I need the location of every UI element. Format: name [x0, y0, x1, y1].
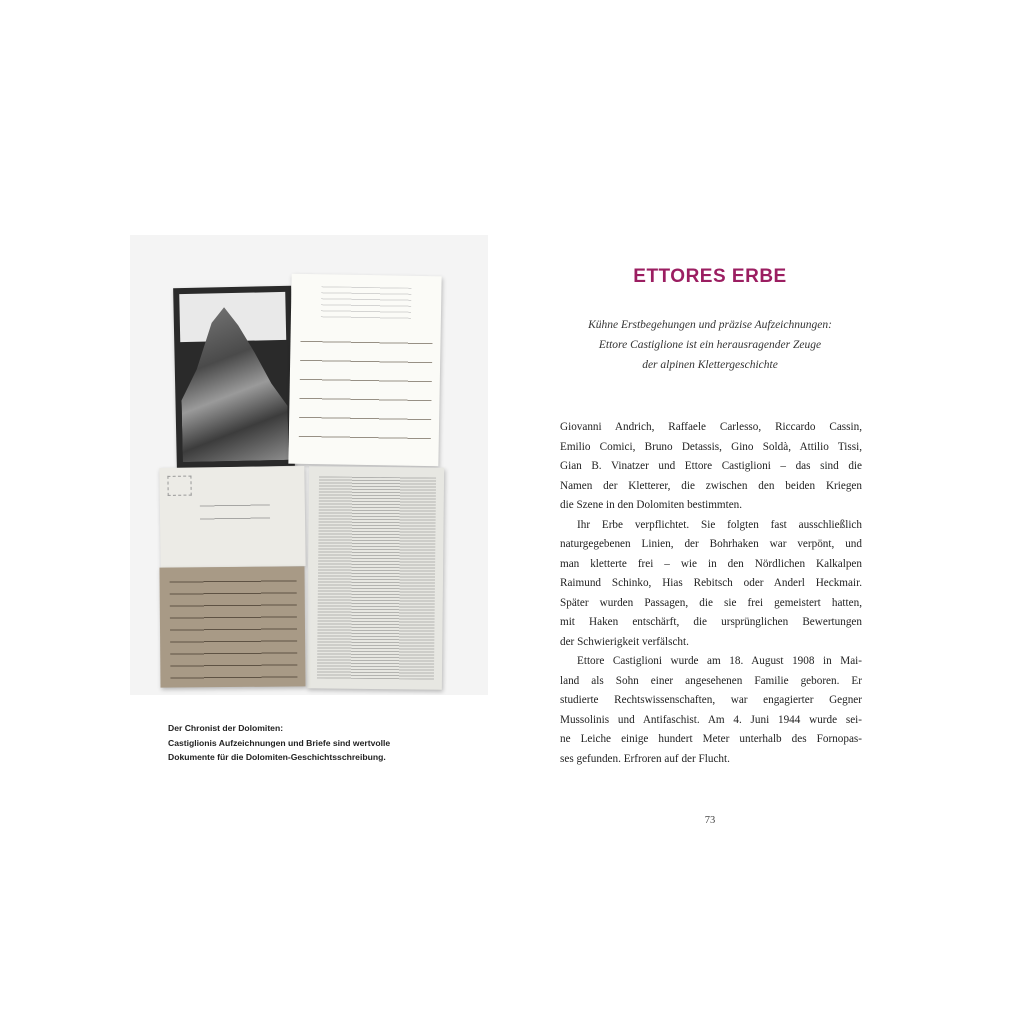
body-line: Später wurden Passagen, die sie frei gemeistert hatten,: [560, 596, 862, 609]
body-line: land als Sohn einer angesehenen Familie geboren. Er: [560, 674, 862, 687]
body-line: Mussolinis und Antifaschist. Am 4. Juni 1944 wurde sei-: [560, 713, 862, 726]
body-line: ne Leiche einige hundert Meter unterhalb des Fornopas-: [560, 733, 862, 745]
old-handwritten-page: [159, 566, 305, 687]
body-line: Raimund Schinko, Hias Rebitsch oder Anderl Heckmair.: [560, 577, 862, 589]
subtitle-line: der alpinen Klettergeschichte: [642, 359, 778, 371]
body-line: studierte Rechtswissenschaften, war engagierter Gegner: [560, 694, 862, 706]
documents-photo: [130, 235, 488, 695]
caption-line: Castiglionis Aufzeichnungen und Briefe sind wertvolle: [168, 737, 391, 748]
caption-line: Dokumente für die Dolomiten-Geschichtsschreibung.: [168, 752, 386, 762]
handwritten-letter: [288, 274, 441, 467]
article-subtitle: [545, 315, 875, 375]
newspaper-clipping: [307, 466, 444, 689]
body-line: Ihr Erbe verpflichtet. Sie folgten fast ausschließlich: [577, 518, 862, 531]
body-line: die Szene in den Dolomiten bestimmten.: [560, 499, 743, 511]
subtitle-line: Kühne Erstbegehungen und präzise Aufzeichnungen:: [588, 319, 832, 331]
body-line: mit Haken entschärft, die ursprünglichen Bewertungen: [560, 616, 862, 628]
body-line: Namen der Kletterer, die zwischen den beiden Kriegen: [560, 479, 862, 492]
subtitle-line: Ettore Castiglione ist ein herausragender Zeuge: [598, 339, 822, 351]
photo-caption: [168, 721, 458, 765]
article-body: [560, 418, 862, 769]
body-line: naturgegebenen Linien, der Bohrhaken war verpönt, und: [560, 538, 862, 550]
body-line: man kletterte frei – wie in den Nördlichen Kalkalpen: [560, 557, 862, 570]
body-line: Ettore Castiglioni wurde am 18. August 1908 in Mai-: [577, 655, 862, 667]
body-line: Giovanni Andrich, Raffaele Carlesso, Riccardo Cassin,: [560, 421, 862, 433]
caption-line: Der Chronist der Dolomiten:: [168, 723, 284, 733]
envelope: [159, 466, 305, 568]
article-title: ETTORES ERBE: [633, 266, 787, 287]
mountain-photograph: [173, 286, 295, 468]
body-line: Gian B. Vinatzer und Ettore Castiglioni – das sind die: [560, 460, 862, 472]
body-line: Emilio Comici, Bruno Detassis, Gino Soldà, Attilio Tissi,: [560, 440, 862, 453]
body-line: der Schwierigkeit verfälscht.: [560, 635, 689, 648]
body-line: ses gefunden. Erfroren auf der Flucht.: [560, 752, 730, 765]
page-number: 73: [704, 815, 716, 826]
